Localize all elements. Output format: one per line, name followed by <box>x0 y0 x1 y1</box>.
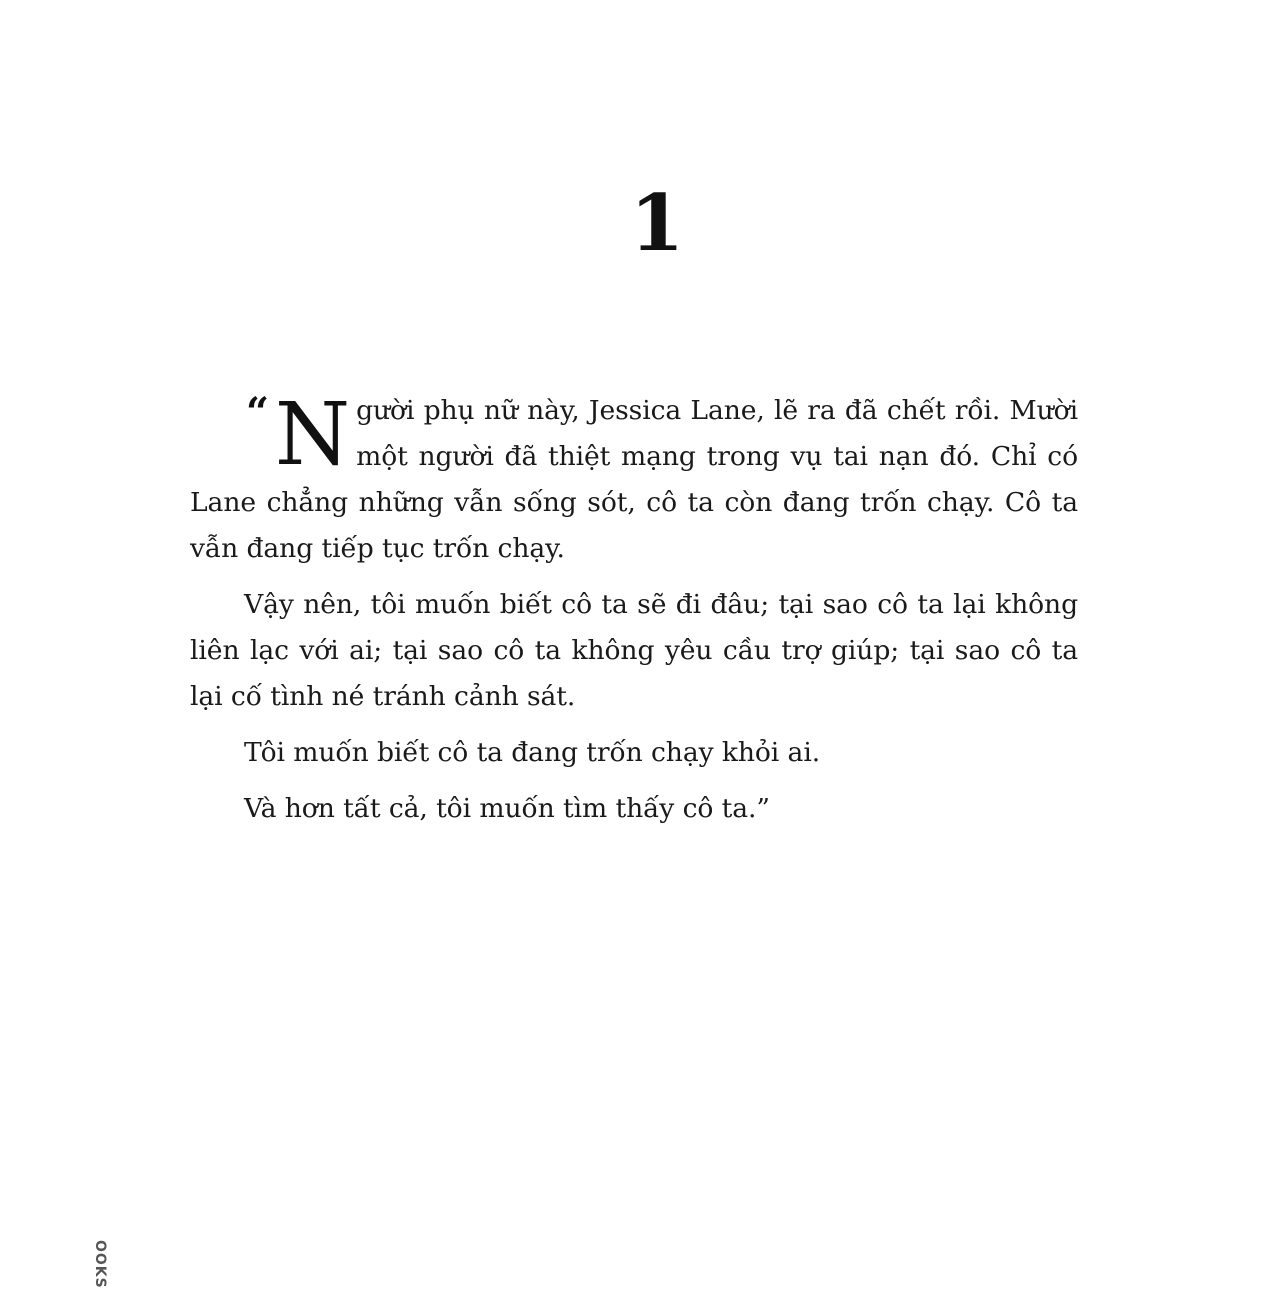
paragraph-4: Và hơn tất cả, tôi muốn tìm thấy cô ta.” <box>244 793 770 824</box>
drop-cap-letter: N <box>274 385 351 485</box>
publisher-margin-text: OOKS <box>92 1240 108 1289</box>
chapter-number: 1 <box>629 178 685 269</box>
chapter-body-text <box>190 385 1078 842</box>
paragraph-1-text: gười phụ nữ này, Jessica Lane, lẽ ra đã chết rồi. Mười một người đã thiệt mạng trong vụ tai nạn đó. Chỉ có Lane chẳng những vẫn sống sót, cô ta còn đang trốn chạy. Cô ta vẫn đang tiếp tục trốn chạy. <box>190 395 1078 564</box>
paragraph-2: Vậy nên, tôi muốn biết cô ta sẽ đi đâu; tại sao cô ta lại không liên lạc với ai; tại sao cô ta không yêu cầu trợ giúp; tại sao cô ta lại cố tình né tránh cảnh sát. <box>190 589 1078 712</box>
opening-quote-mark: “ <box>246 389 269 436</box>
paragraph-1 <box>190 385 1078 572</box>
paragraph-3: Tôi muốn biết cô ta đang trốn chạy khỏi ai. <box>244 737 821 768</box>
